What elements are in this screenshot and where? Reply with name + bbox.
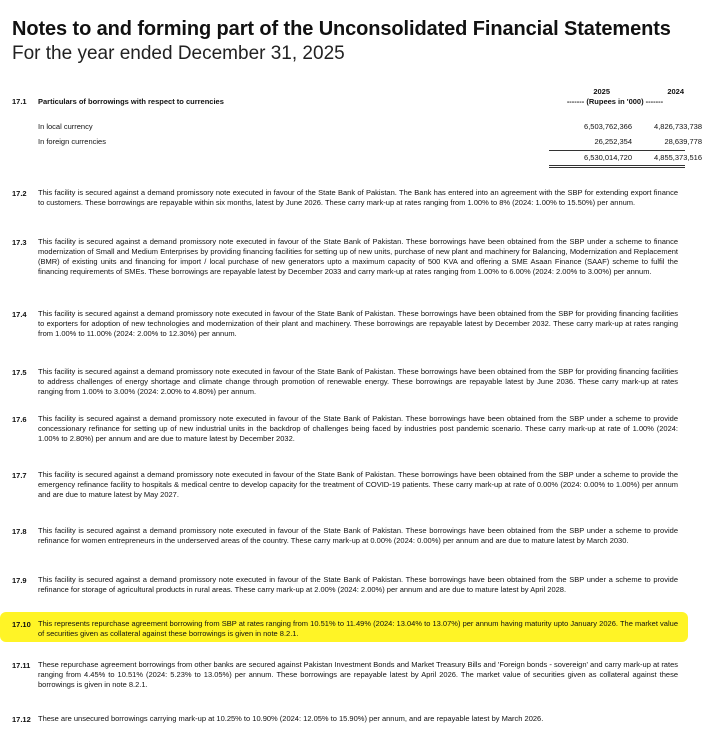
note-number: 17.3 bbox=[12, 238, 27, 247]
note-text: This facility is secured against a demand promissory note executed in favour of the State Bank of Pakistan. These borrowings have been obtained from the SBP under a scheme to provide concessionary refinance for setting up of new industrial units in the backdrop of challenges being faced by industries post pandemic scenario. These carry mark-up at rate of 1.00% (2024: 1.00% to 2.80%) per annum and are due to mature latest by December 2032. bbox=[38, 414, 678, 443]
note-number: 17.11 bbox=[12, 661, 31, 670]
table-row-label: In foreign currencies bbox=[38, 137, 106, 146]
note-number: 17.9 bbox=[12, 576, 27, 585]
table-row-label: In local currency bbox=[38, 122, 93, 131]
table-cell-prior: 28,639,778 bbox=[664, 137, 702, 146]
note-text: This represents repurchase agreement borrowing from SBP at rates ranging from 10.51% to 11.49% (2024: 13.04% to 13.07%) per annum having maturity upto January 2026. The market value of securities given as collateral against these borrowings is given in note 8.2.1. bbox=[38, 619, 678, 638]
note-number: 17.4 bbox=[12, 310, 27, 319]
table-cell-prior: 4,826,733,738 bbox=[654, 122, 702, 131]
note-text: This facility is secured against a demand promissory note executed in favour of the State Bank of Pakistan. These borrowings have been obtained from the SBP for providing financing facilities to address challenges of energy shortage and climate change through promotion of renewable energy. These borrowings are repayable latest by June 2036. These carry mark-up at rates ranging from 1.00% to 3.00% (2024: 2.00% to 4.80%) per annum. bbox=[38, 367, 678, 396]
note-number: 17.10 bbox=[12, 620, 31, 629]
table-cell-current: 6,503,762,366 bbox=[584, 122, 632, 131]
table-total-prior: 4,855,373,516 bbox=[654, 153, 702, 162]
note-text: This facility is secured against a demand promissory note executed in favour of the State Bank of Pakistan. These borrowings have been obtained from the SBP under a scheme to provide refinance for storage of agricultural products in rural areas. These carry mark-up at 2.00% (2024: 2.00%) per annum and are due to mature latest by April 2028. bbox=[38, 575, 678, 594]
table-total-current: 6,530,014,720 bbox=[584, 153, 632, 162]
note-text: This facility is secured against a demand promissory note executed in favour of the State Bank of Pakistan. The Bank has entered into an agreement with the SBP for extending export finance to customers. These borrowings are repayable within six months, latest by June 2026. These carry mark-up at rates ranging from 1.00% to 8% (2024: 1.00% to 15.50%) per annum. bbox=[38, 188, 678, 207]
note-number: 17.2 bbox=[12, 189, 27, 198]
note-text: This facility is secured against a demand promissory note executed in favour of the State Bank of Pakistan. These borrowings have been obtained from the SBP under a scheme to finance modernization of Small and Medium Enterprises by providing financing facilities for setting up of new units, purchase of new plant and machinery for Balancing, Modernization and Replacement (BMR) of existing units and financing for import / local purchase of new generators upto a maximum capacity of 500 KVA and offering a SME Asaan Finance (SAAF) scheme to fulfil the financing requirements of SMEs. These borrowings are repayable latest by December 2033 and carry mark-up at rates ranging from 1.00% to 6.00% (2024: 2.00% to 3.00%) per annum. bbox=[38, 237, 678, 276]
note-text: This facility is secured against a demand promissory note executed in favour of the State Bank of Pakistan. These borrowings have been obtained from the SBP under a scheme to provide refinance for women entrepreneurs in the underserved areas of the country. These carry mark-up at 0.00% (2024: 0.00%) per annum and are due to mature latest by March 2030. bbox=[38, 526, 678, 545]
table-cell-current: 26,252,354 bbox=[594, 137, 632, 146]
note-text: This facility is secured against a demand promissory note executed in favour of the State Bank of Pakistan. These borrowings have been obtained from the SBP under a scheme to provide the emergency refinance facility to hospitals & medical centre to develop capacity for the treatment of COVID-19 patients. These carry mark-up at rate of 0.00% (2024: 0.00% to 1.00%) per annum and are due to mature latest by May 2027. bbox=[38, 470, 678, 499]
total-line bbox=[549, 165, 685, 166]
note-number: 17.5 bbox=[12, 368, 27, 377]
note-text: This facility is secured against a demand promissory note executed in favour of the State Bank of Pakistan. These borrowings have been obtained from the SBP for providing financing facilities to exporters for adoption of new technologies and modernization of their plant and machinery. These borrowings are repayable latest by December 2032. These carry mark-up at rates ranging from 1.00% to 11.00% (2024: 2.00% to 12.30%) per annum. bbox=[38, 309, 678, 338]
note-text: These are unsecured borrowings carrying mark-up at 10.25% to 10.90% (2024: 12.05% to 15.90%) per annum, and are repayable latest by March 2026. bbox=[38, 714, 544, 723]
section-number: 17.1 bbox=[12, 97, 27, 106]
page-subtitle: For the year ended December 31, 2025 bbox=[12, 43, 345, 64]
total-line bbox=[549, 167, 685, 168]
column-header-current: 2025 bbox=[593, 87, 610, 96]
section-title: Particulars of borrowings with respect to currencies bbox=[38, 97, 224, 106]
note-number: 17.12 bbox=[12, 715, 31, 724]
note-number: 17.6 bbox=[12, 415, 27, 424]
note-number: 17.7 bbox=[12, 471, 27, 480]
note-text: These repurchase agreement borrowings from other banks are secured against Pakistan Investment Bonds and Market Treasury Bills and 'Foreign bonds - sovereign' and carry mark-up at rates ranging from 4.45% to 10.51% (2024: 5.23% to 13.05%) per annum. These borrowings are repayable latest by April 2026. The market value of securities given as collateral against these borrowings is given in note 8.2.1. bbox=[38, 660, 678, 689]
subtotal-line bbox=[549, 150, 685, 151]
page-title: Notes to and forming part of the Unconsolidated Financial Statements bbox=[12, 18, 671, 40]
note-number: 17.8 bbox=[12, 527, 27, 536]
column-header-prior: 2024 bbox=[667, 87, 684, 96]
unit-label: ------- (Rupees in '000) ------- bbox=[566, 97, 664, 106]
